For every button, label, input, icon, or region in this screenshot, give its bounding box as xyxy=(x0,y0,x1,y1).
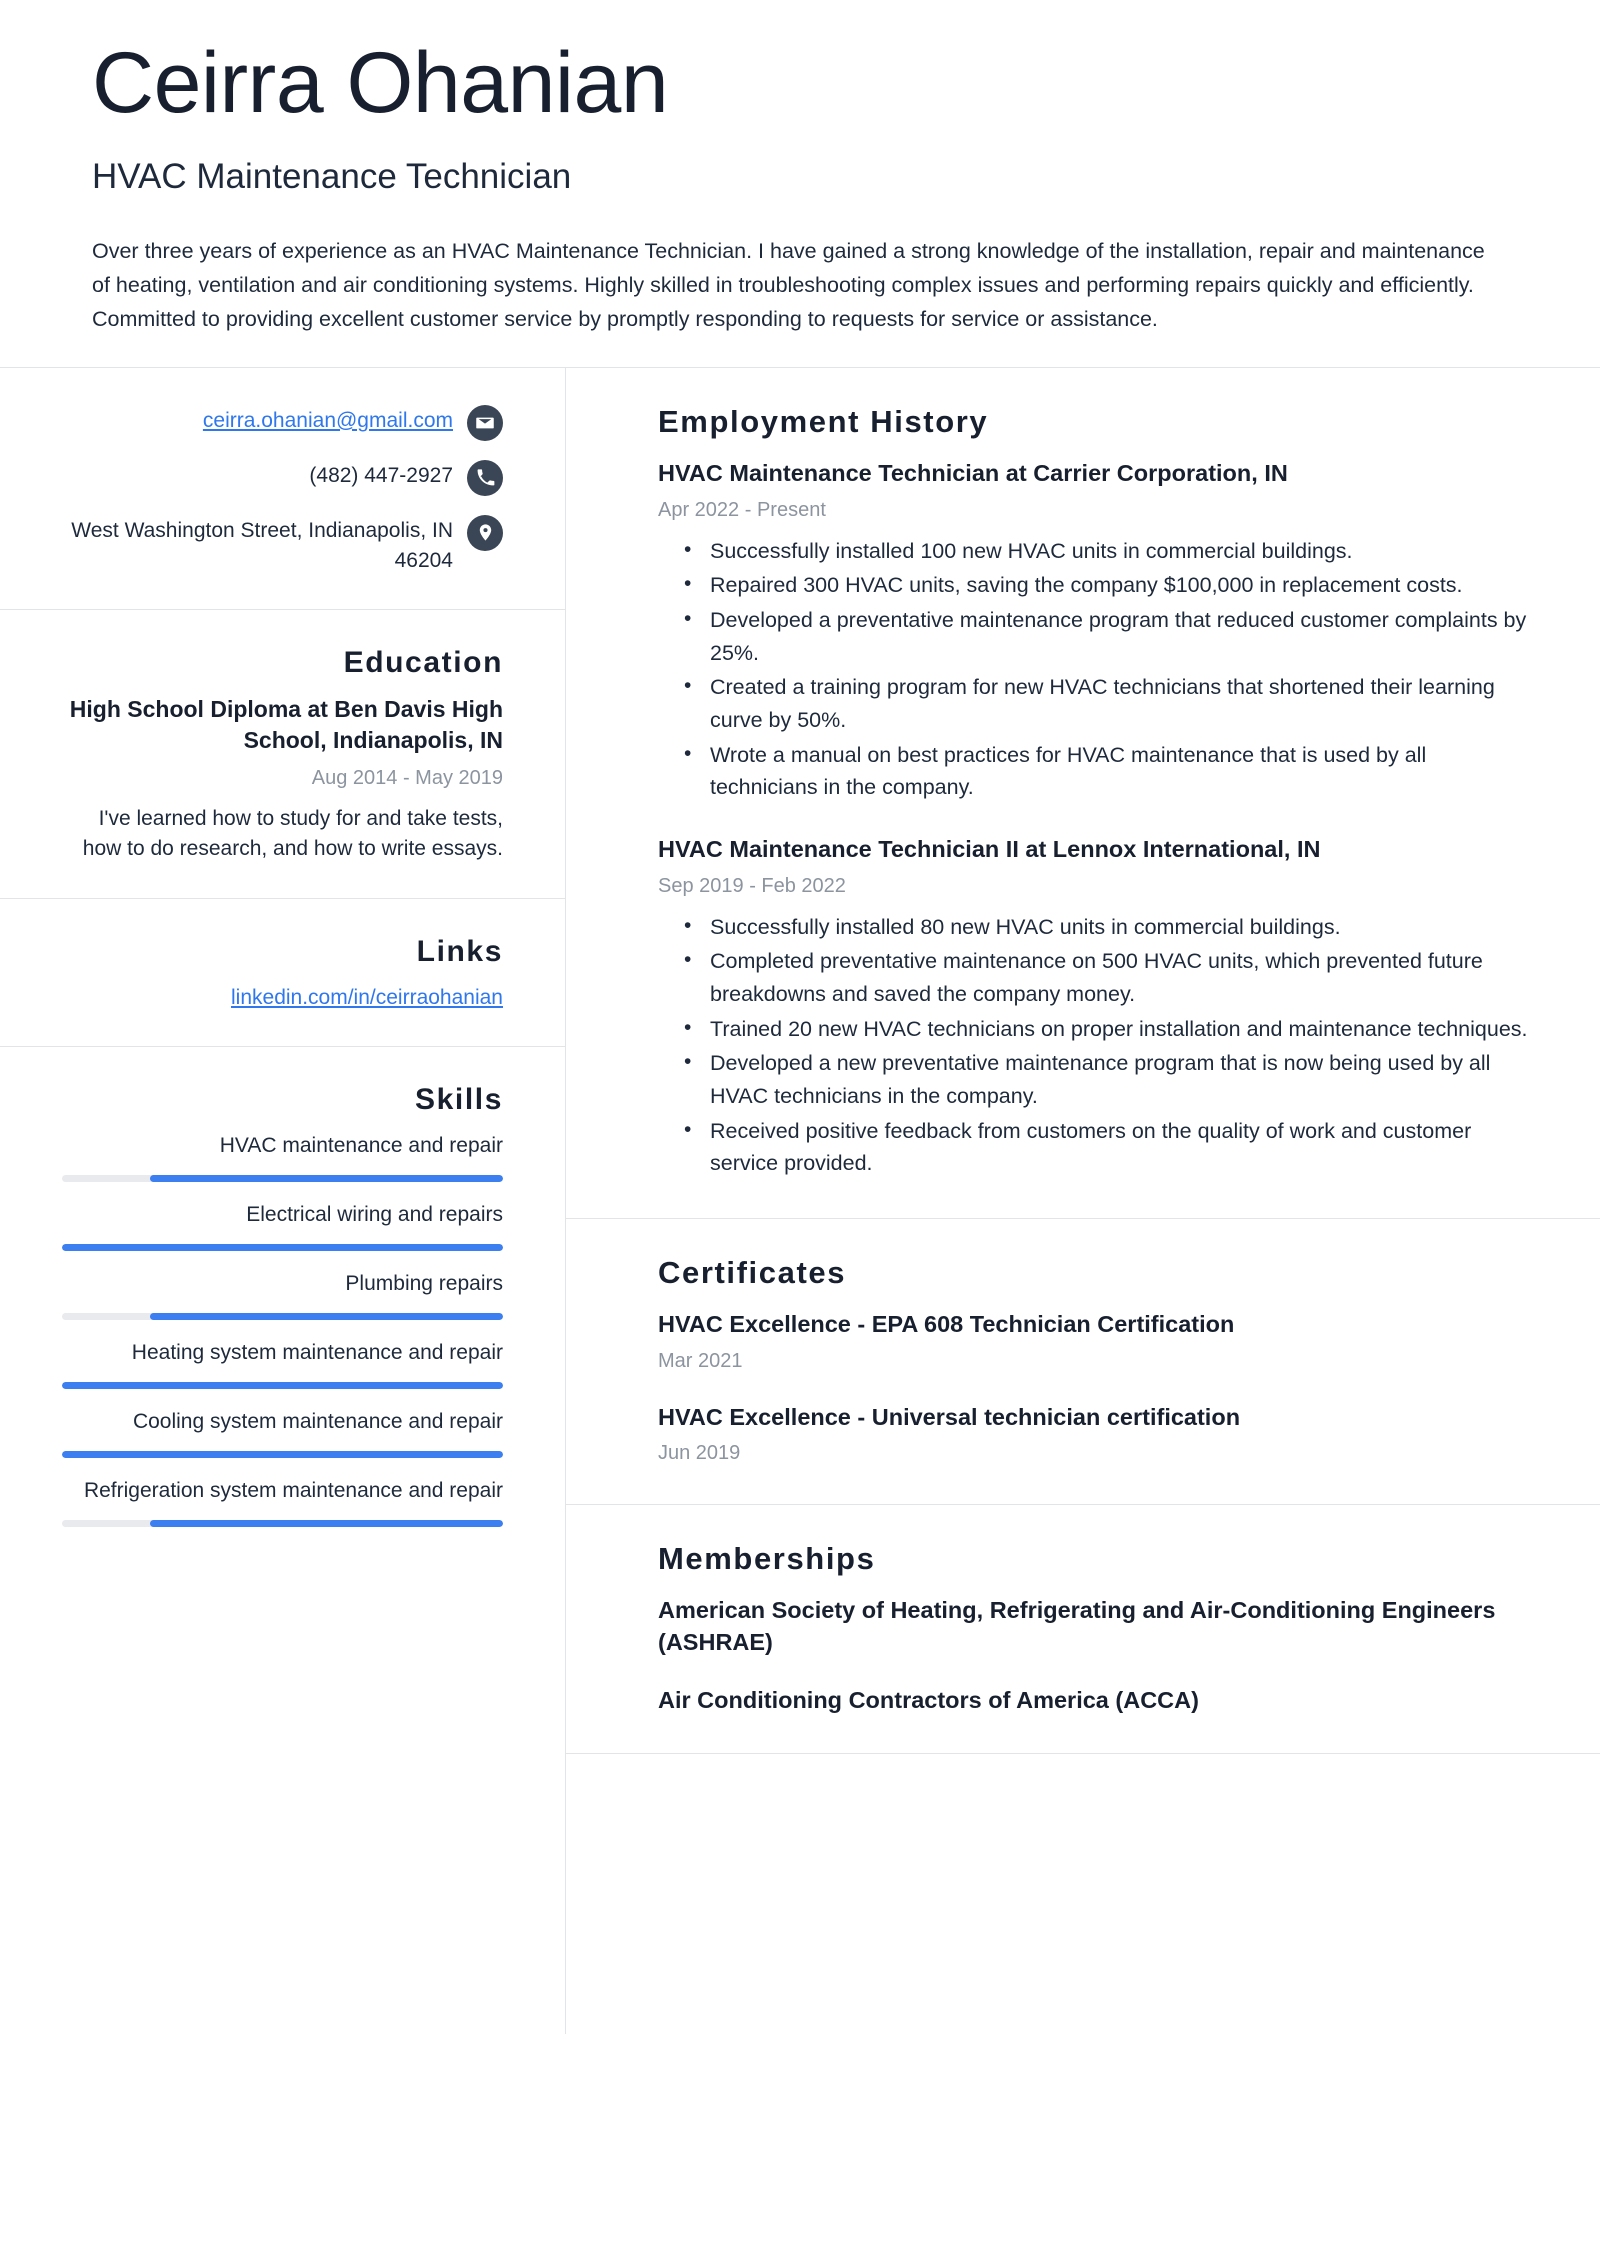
employment-bullet: • Received positive feedback from customers on the quality of work and customer service provided. xyxy=(710,1115,1538,1180)
certificate-name: HVAC Excellence - Universal technician certification xyxy=(658,1403,1241,1430)
skill-level-fill xyxy=(150,1175,503,1182)
skill-level-fill xyxy=(150,1313,503,1320)
employment-bullet: • Completed preventative maintenance on 500 HVAC units, which prevented future breakdowns and saved the company money. xyxy=(710,945,1538,1010)
main-content xyxy=(566,368,1600,2034)
employment-list xyxy=(658,458,1538,1180)
skill-item xyxy=(62,1476,503,1527)
skill-label: HVAC maintenance and repair xyxy=(219,1134,503,1158)
links-heading: Links xyxy=(416,934,503,968)
email-value[interactable]: ceirra.ohanian@gmail.com xyxy=(202,408,453,432)
skill-level-fill xyxy=(62,1451,503,1458)
skill-level-bar xyxy=(62,1520,503,1527)
employment-bullet: • Successfully installed 80 new HVAC units in commercial buildings. xyxy=(710,911,1538,944)
certificates-list xyxy=(658,1309,1538,1468)
professional-summary: Over three years of experience as an HVAC Maintenance Technician. I have gained a strong knowledge of the installation, repair and maintenance of heating, ventilation and air conditioning systems. Highly skilled in troubleshooting complex issues and performing repairs quickly and efficiently. Committed to providing excellent customer service by promptly responding to requests for service or assistance. xyxy=(92,238,1485,331)
skill-item xyxy=(62,1200,503,1251)
certificate-entry xyxy=(658,1402,1538,1469)
skill-label: Refrigeration system maintenance and repair xyxy=(83,1479,503,1503)
envelope-icon xyxy=(467,405,503,441)
education-entry xyxy=(62,694,503,863)
employment-bullet: • Created a training program for new HVAC technicians that shortened their learning curve by 50%. xyxy=(710,671,1538,736)
sidebar xyxy=(0,368,566,2034)
certificate-date: Mar 2021 xyxy=(658,1349,743,1372)
employment-bullet: • Developed a preventative maintenance program that reduced customer complaints by 25%. xyxy=(710,604,1538,669)
education-date: Aug 2014 - May 2019 xyxy=(311,766,503,789)
skill-label: Electrical wiring and repairs xyxy=(246,1203,503,1227)
education-description: I've learned how to study for and take tests, how to do research, and how to write essays. xyxy=(82,806,503,860)
membership-entry: Air Conditioning Contractors of America (ACCA) xyxy=(658,1687,1199,1714)
address-value: West Washington Street, Indianapolis, IN 46204 xyxy=(71,518,453,572)
skill-item xyxy=(62,1407,503,1458)
employment-date: Apr 2022 - Present xyxy=(658,498,826,521)
skill-level-bar xyxy=(62,1313,503,1320)
skill-label: Heating system maintenance and repair xyxy=(131,1341,503,1365)
certificate-date: Jun 2019 xyxy=(658,1442,741,1465)
employment-entry xyxy=(658,834,1538,1180)
page-title: Ceirra Ohanian xyxy=(92,35,669,131)
skill-level-fill xyxy=(62,1244,503,1251)
skill-label: Cooling system maintenance and repair xyxy=(132,1410,503,1434)
link-item-linkedin[interactable]: linkedin.com/in/ceirraohanian xyxy=(231,985,503,1009)
certificates-section xyxy=(566,1219,1600,1505)
education-degree: High School Diploma at Ben Davis High School, Indianapolis, IN xyxy=(69,696,503,754)
certificate-entry xyxy=(658,1309,1538,1376)
skills-heading: Skills xyxy=(415,1083,503,1117)
contact-row-address xyxy=(62,514,503,576)
employment-heading: Employment History xyxy=(658,403,989,439)
memberships-list xyxy=(658,1595,1538,1717)
employment-title: HVAC Maintenance Technician at Carrier Corporation, IN xyxy=(658,459,1288,486)
membership-entry: American Society of Heating, Refrigerating and Air-Conditioning Engineers (ASHRAE) xyxy=(658,1597,1496,1656)
skills-section xyxy=(0,1047,565,1579)
skill-level-bar xyxy=(62,1382,503,1389)
contact-section xyxy=(0,368,565,611)
bottom-spacer xyxy=(566,1754,1600,2034)
skill-level-fill xyxy=(62,1382,503,1389)
employment-bullet: • Trained 20 new HVAC technicians on proper installation and maintenance techniques. xyxy=(710,1013,1538,1046)
map-pin-icon xyxy=(467,515,503,551)
resume-body xyxy=(0,368,1600,2034)
memberships-section xyxy=(566,1505,1600,1754)
contact-row-phone[interactable] xyxy=(62,459,503,496)
employment-bullets xyxy=(658,911,1538,1180)
skill-item xyxy=(62,1338,503,1389)
memberships-heading: Memberships xyxy=(658,1541,876,1577)
skill-level-bar xyxy=(62,1175,503,1182)
skill-label: Plumbing repairs xyxy=(345,1272,503,1296)
skill-level-bar xyxy=(62,1244,503,1251)
resume-header xyxy=(0,0,1600,337)
job-title: HVAC Maintenance Technician xyxy=(92,157,572,197)
employment-bullet: • Wrote a manual on best practices for HVAC maintenance that is used by all technicians in the company. xyxy=(710,739,1538,804)
skill-level-bar xyxy=(62,1451,503,1458)
employment-section xyxy=(566,368,1600,1219)
skill-item xyxy=(62,1131,503,1182)
skill-item xyxy=(62,1269,503,1320)
employment-bullet: • Repaired 300 HVAC units, saving the company $100,000 in replacement costs. xyxy=(710,569,1538,602)
education-heading: Education xyxy=(343,646,503,680)
employment-entry xyxy=(658,458,1538,804)
skill-level-fill xyxy=(150,1520,503,1527)
employment-title: HVAC Maintenance Technician II at Lennox International, IN xyxy=(658,835,1321,862)
contact-row-email[interactable] xyxy=(62,404,503,441)
employment-bullet: • Successfully installed 100 new HVAC units in commercial buildings. xyxy=(710,535,1538,568)
employment-bullets xyxy=(658,535,1538,804)
links-section xyxy=(0,899,565,1047)
certificates-heading: Certificates xyxy=(658,1255,847,1290)
certificate-name: HVAC Excellence - EPA 608 Technician Certification xyxy=(658,1311,1235,1337)
skills-list xyxy=(62,1131,503,1527)
employment-bullet: • Developed a new preventative maintenance program that is now being used by all HVAC technicians in the company. xyxy=(710,1047,1538,1112)
phone-icon xyxy=(467,460,503,496)
phone-value: (482) 447-2927 xyxy=(309,463,453,487)
employment-date: Sep 2019 - Feb 2022 xyxy=(658,874,846,897)
education-section xyxy=(0,610,565,898)
